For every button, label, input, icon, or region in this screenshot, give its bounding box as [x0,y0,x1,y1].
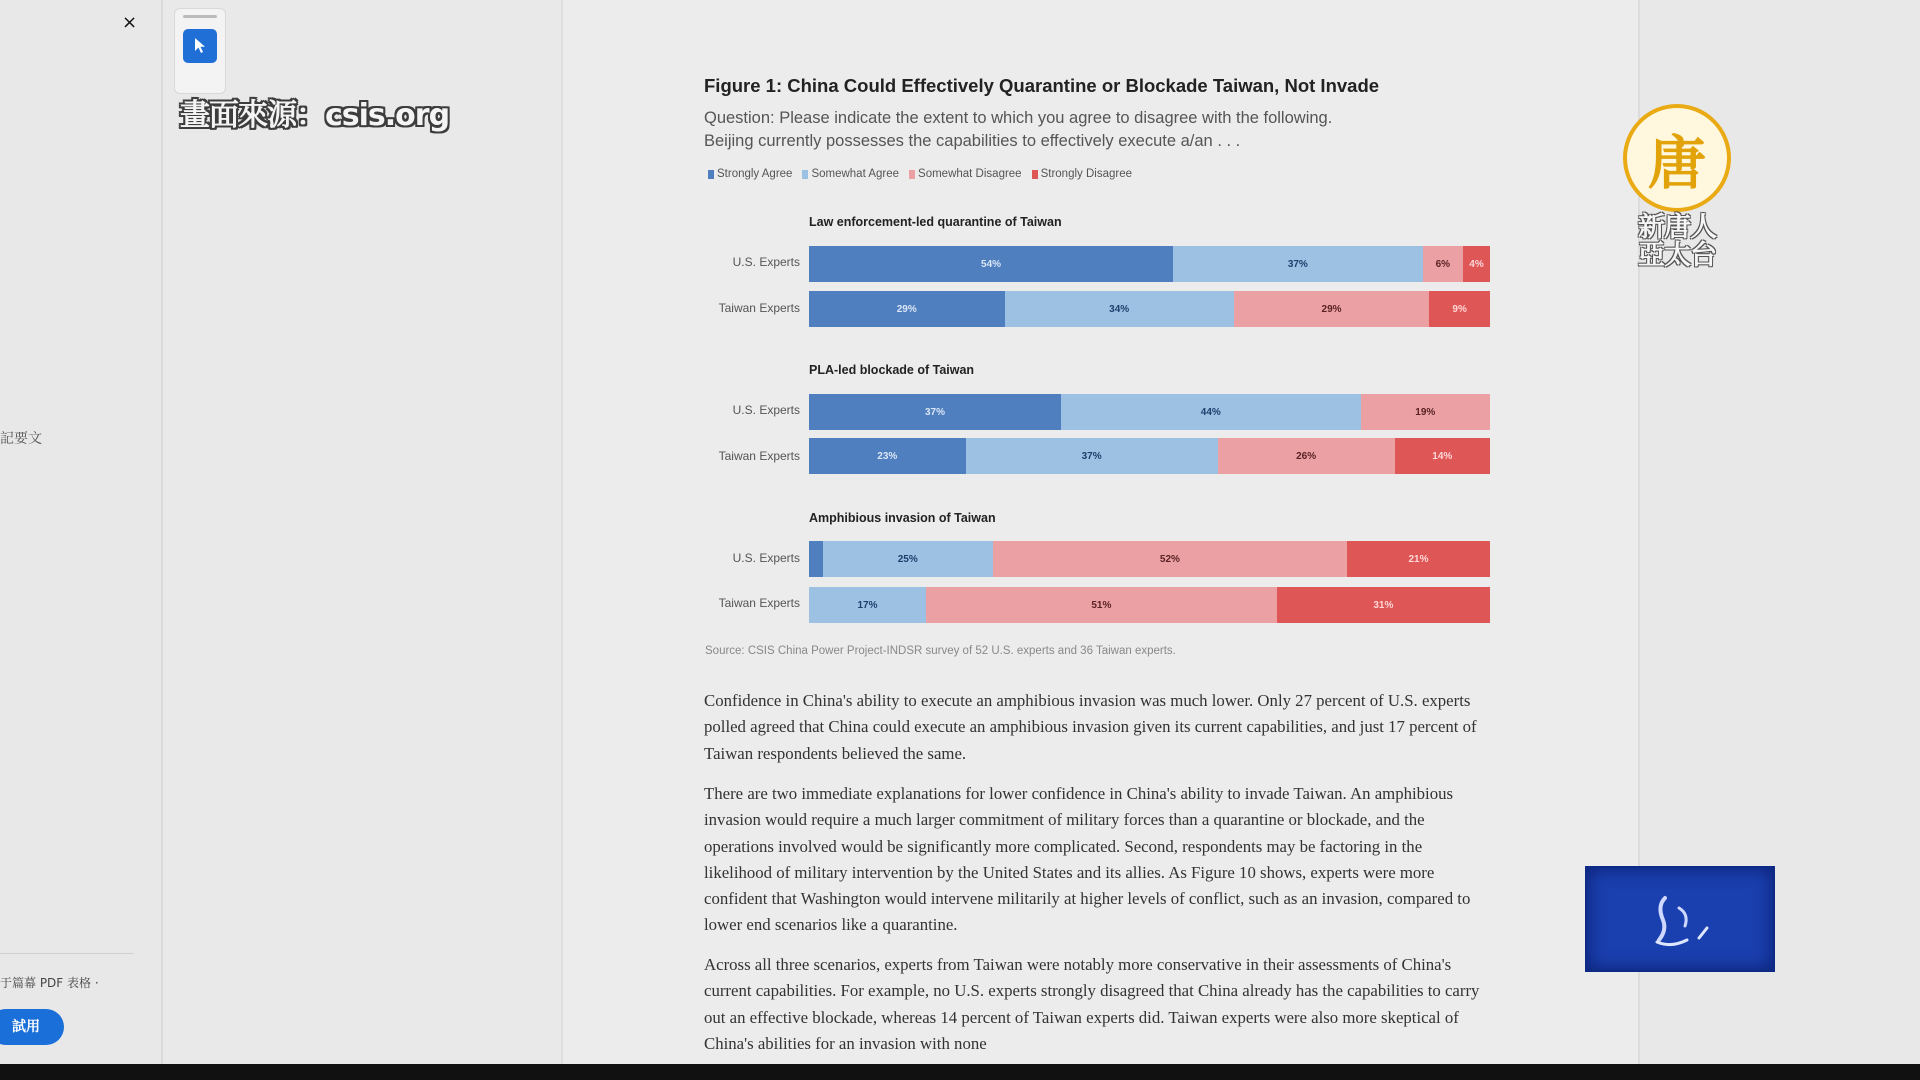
bar-segment-strongly-agree: 23% [809,438,966,474]
left-panel [0,0,163,1064]
bar-segment-somewhat-agree: 17% [809,587,926,623]
side-panel-text: 記要文 [0,431,42,447]
try-button[interactable]: 試用 [0,1009,64,1045]
bar-segment-somewhat-disagree: 52% [993,541,1347,577]
bar-segment-somewhat-disagree: 29% [1234,291,1430,327]
bar-segment-strongly-agree [809,541,823,577]
stacked-bar [809,291,1490,327]
interpreter-figure-icon [1587,868,1773,970]
body-paragraph: There are two immediate explanations for lower confidence in China's ability to invade Taiwan. An amphibious invasion would require a much larger commitment of military forces than a quarantine or blockade, and the operations involved would be significantly more complicated. Second, respondents may be factoring in the likelihood of military intervention by the United States and its allies. As Figure 10 shows, experts were more confident that Washington would intervene militarily at higher levels of conflict, such as an invasion, compared to lower end scenarios like a quarantine. [704,784,1471,935]
bar-row-label: Taiwan Experts [718,596,800,610]
drag-handle[interactable] [183,15,217,18]
legend-label: Somewhat Disagree [918,168,1022,180]
bar-segment-strongly-agree: 54% [809,246,1173,282]
bar-segment-somewhat-disagree: 19% [1361,394,1490,430]
bar-segment-somewhat-agree: 25% [823,541,993,577]
stacked-bar [809,438,1490,474]
legend-swatch [802,170,808,179]
broadcaster-logo [1620,100,1736,280]
figure-question-line: Beijing currently possesses the capabilities to effectively execute a/an . . . [704,132,1241,150]
body-paragraph: Across all three scenarios, experts from Taiwan were notably more conservative in their assessments of China's current capabilities. For example, no U.S. experts strongly disagreed that China already has the capabilities to carry out an effective blockade, whereas 14 percent of Taiwan experts did. Taiwan experts were also more skeptical of China's abilities for an invasion with none [704,955,1480,1053]
bar-segment-somewhat-agree: 44% [1061,394,1361,430]
tool-rail [174,8,226,94]
bar-segment-somewhat-disagree: 51% [926,587,1277,623]
legend-item [909,168,1022,180]
legend-label: Somewhat Agree [811,168,900,180]
legend-item [708,168,792,180]
bar-segment-somewhat-agree: 37% [966,438,1218,474]
figure-title: Figure 1: China Could Effectively Quarantine or Blockade Taiwan, Not Invade [704,75,1380,96]
figure-source: Source: CSIS China Power Project-INDSR survey of 52 U.S. experts and 36 Taiwan experts. [705,645,1176,657]
logo-text [1612,214,1742,270]
logo-text-line: 亞太台 [1638,240,1716,271]
legend-swatch [708,170,714,179]
bar-row-label: U.S. Experts [732,551,800,565]
divider [0,953,134,954]
bar-segment-strongly-disagree: 4% [1463,246,1490,282]
stacked-bar [809,246,1490,282]
cursor-arrow-icon [192,37,208,55]
stacked-bar [809,541,1490,577]
legend-label: Strongly Agree [717,168,793,180]
legend-item [1032,168,1132,180]
scenario-title: Law enforcement-led quarantine of Taiwan [809,215,1062,229]
bar-segment-strongly-disagree: 14% [1395,438,1490,474]
bar-row-label: Taiwan Experts [718,449,800,463]
bar-row-label: U.S. Experts [732,403,800,417]
bar-segment-somewhat-agree: 34% [1005,291,1234,327]
bar-segment-strongly-disagree: 9% [1429,291,1490,327]
bar-segment-somewhat-agree: 37% [1173,246,1422,282]
bar-segment-somewhat-disagree: 6% [1423,246,1463,282]
stacked-bar [809,587,1490,623]
bar-segment-somewhat-disagree: 26% [1218,438,1395,474]
legend-swatch [1032,170,1038,179]
bar-row-label: U.S. Experts [732,255,800,269]
bar-row-label: Taiwan Experts [718,301,800,315]
legend-label: Strongly Disagree [1040,168,1132,180]
viewer-gutter [163,0,563,1064]
chart-legend [708,168,1132,180]
sign-language-inset [1585,866,1775,972]
bar-segment-strongly-agree: 37% [809,394,1061,430]
bar-segment-strongly-agree: 29% [809,291,1005,327]
figure-question-line: Question: Please indicate the extent to which you agree to disagree with the following. [704,109,1333,127]
bar-segment-strongly-disagree: 31% [1277,587,1490,623]
figure-question [704,107,1464,153]
scenario-title: PLA-led blockade of Taiwan [809,363,975,377]
select-tool-button[interactable] [183,29,217,63]
side-panel-hint: 于篇幕 PDF 表格 · [0,976,99,990]
scenario-title: Amphibious invasion of Taiwan [809,511,996,525]
logo-text-line: 新唐人 [1638,212,1716,243]
stacked-bar [809,394,1490,430]
logo-emblem: 唐 [1623,104,1731,212]
bar-segment-strongly-disagree: 21% [1347,541,1490,577]
close-button[interactable]: × [122,12,138,33]
body-paragraph: Confidence in China's ability to execute an amphibious invasion was much lower. Only 27 percent of U.S. experts polled agreed that China could execute an amphibious invasion given its current capabilities, and just 17 percent of Taiwan respondents believed the same. [704,691,1477,763]
legend-swatch [909,170,915,179]
video-source-caption: 畫面來源：csis.org [180,98,450,133]
legend-item [802,168,899,180]
bottom-bar [0,1064,1920,1080]
